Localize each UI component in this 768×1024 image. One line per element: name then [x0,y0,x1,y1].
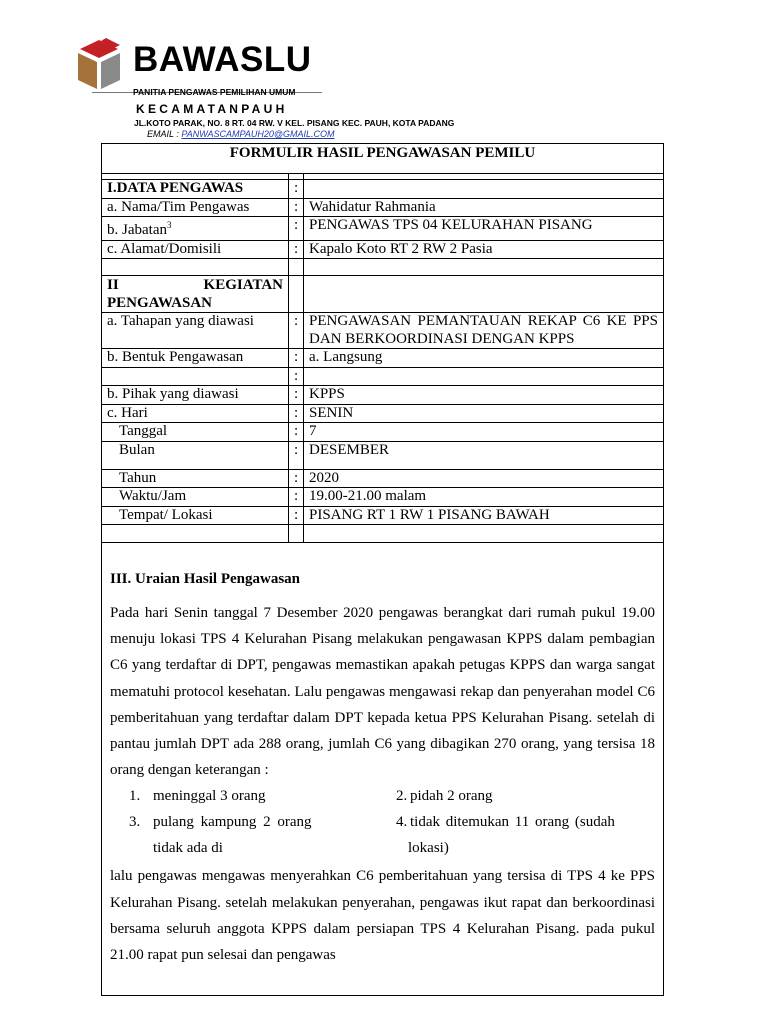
bentuk-value: a. Langsung [304,349,664,368]
list-item-4-text: tidak ditemukan 11 orang (sudah [410,814,615,831]
list-item-1-text: meninggal 3 orang [153,788,266,805]
separator: : [289,488,304,507]
tempat-row [102,506,664,525]
district-name: KECAMATANPAUH [136,102,288,116]
section2-title [102,276,289,313]
jabatan-footnote: 3 [166,220,172,230]
tanggal-value: 7 [304,423,664,442]
separator: : [289,367,304,386]
section2-title-word2: PENGAWASAN [107,294,213,311]
spacer-row [102,259,664,276]
separator: : [289,441,304,469]
separator: : [289,349,304,368]
section2-title-num: II [107,277,119,293]
bulan-label: Bulan [102,441,289,469]
section2-title-row [102,276,664,313]
form-title-row [102,144,664,174]
separator: : [289,180,304,199]
tahun-row [102,469,664,488]
list-item-3-cont: tidak ada di [153,840,223,857]
separator: : [289,198,304,217]
tanggal-label: Tanggal [102,423,289,442]
list-item-3-num: 3. [129,814,141,831]
tempat-label: Tempat/ Lokasi [102,506,289,525]
bawaslu-logo-icon [68,36,130,92]
alamat-row [102,240,664,259]
email-label: EMAIL : [147,129,182,139]
section2-title-value [304,276,664,313]
separator: : [289,423,304,442]
nama-label: a. Nama/Tim Pengawas [102,198,289,217]
keterangan-list [110,783,655,857]
section2-title-word: KEGIATAN [203,277,283,293]
uraian-paragraph-1: Pada hari Senin tanggal 7 Desember 2020 pengawas berangkat dari rumah pukul 19.00 menuju lokasi TPS 4 Kelurahan Pisang melakukan pengawasan KPPS dalam pembagian C6 yang terdaftar di DPT, pengawas memastikan apakah petugas KPPS dan warga sangat mematuhi protocol kesehatan. Lalu pengawas mengawasi rekap dan penyerahan model C6 pemberitahuan yang terdaftar dalam DPT kepada ketua PPS Kelurahan Pisang. setelah di pantau jumlah DPT ada 288 orang, jumlah C6 yang dibagikan 270 orang, yang tersisa 18 orang dengan keterangan : [110,605,655,779]
section3-row [102,543,664,996]
waktu-label: Waktu/Jam [102,488,289,507]
tahun-value: 2020 [304,469,664,488]
separator: : [289,404,304,423]
blank-label [102,367,289,386]
bulan-value: DESEMBER [304,441,664,469]
separator-empty [289,276,304,313]
tahun-label: Tahun [102,469,289,488]
jabatan-row [102,217,664,241]
tahapan-value: PENGAWASAN PEMANTAUAN REKAP C6 KE PPS DAN BERKOORDINASI DENGAN KPPS [304,313,664,349]
form-title: FORMULIR HASIL PENGAWASAN PEMILU [102,144,664,174]
waktu-row [102,488,664,507]
spacer-row [102,525,664,543]
separator: : [289,469,304,488]
blank-row [102,367,664,386]
nama-row [102,198,664,217]
bulan-row [102,441,664,469]
separator: : [289,313,304,349]
form-table [101,143,664,996]
email-line [147,129,335,139]
uraian-cell [102,543,664,996]
alamat-value: Kapalo Koto RT 2 RW 2 Pasia [304,240,664,259]
uraian-paragraph-2: lalu pengawas mengawas menyerahkan C6 pemberitahuan yang tersisa di TPS 4 ke PPS Kelurahan Pisang. setelah melakukan penyerahan, pengawas ikut rapat dan berkoordinasi bersama seluruh anggota KPPS dalam persiapan TPS 4 Kelurahan Pisang. pada pukul 21.00 rapat pun selesai dan pengawas [110,868,655,964]
bentuk-label: b. Bentuk Pengawasan [102,349,289,368]
tempat-value: PISANG RT 1 RW 1 PISANG BAWAH [304,506,664,525]
alamat-label: c. Alamat/Domisili [102,240,289,259]
section1-title-value [304,180,664,199]
hari-label: c. Hari [102,404,289,423]
section3-title: III. Uraian Hasil Pengawasan [110,571,301,587]
list-item-2-num: 2. [396,788,408,805]
separator: : [289,217,304,241]
section1-title-row [102,180,664,199]
tahapan-label: a. Tahapan yang diawasi [102,313,289,349]
pihak-row [102,386,664,405]
jabatan-label-cell [102,217,289,241]
org-name: PANITIA PENGAWAS PEMILIHAN UMUM [133,87,296,97]
list-item-4-cont: lokasi) [408,840,449,857]
hari-value: SENIN [304,404,664,423]
hari-row [102,404,664,423]
letterhead [0,0,768,145]
tanggal-row [102,423,664,442]
bentuk-row [102,349,664,368]
list-item-2-text: pidah 2 orang [410,788,493,805]
jabatan-label: b. Jabatan [107,222,167,238]
waktu-value: 19.00-21.00 malam [304,488,664,507]
email-link[interactable]: PANWASCAMPAUH20@GMAIL.COM [181,129,335,139]
list-item-1-num: 1. [129,788,141,805]
separator: : [289,506,304,525]
separator: : [289,386,304,405]
tahapan-row [102,313,664,349]
separator: : [289,240,304,259]
pihak-value: KPPS [304,386,664,405]
jabatan-value: PENGAWAS TPS 04 KELURAHAN PISANG [304,217,664,241]
list-item-3-text: pulang kampung 2 orang [153,814,312,831]
office-address: JL.KOTO PARAK, NO. 8 RT. 04 RW. V KEL. PISANG KEC. PAUH, KOTA PADANG [134,118,455,128]
list-item-4-num: 4. [396,814,408,831]
brand-name: BAWASLU [133,40,312,79]
pihak-label: b. Pihak yang diawasi [102,386,289,405]
nama-value: Wahidatur Rahmania [304,198,664,217]
blank-value [304,367,664,386]
section1-title: I.DATA PENGAWAS [102,180,289,199]
